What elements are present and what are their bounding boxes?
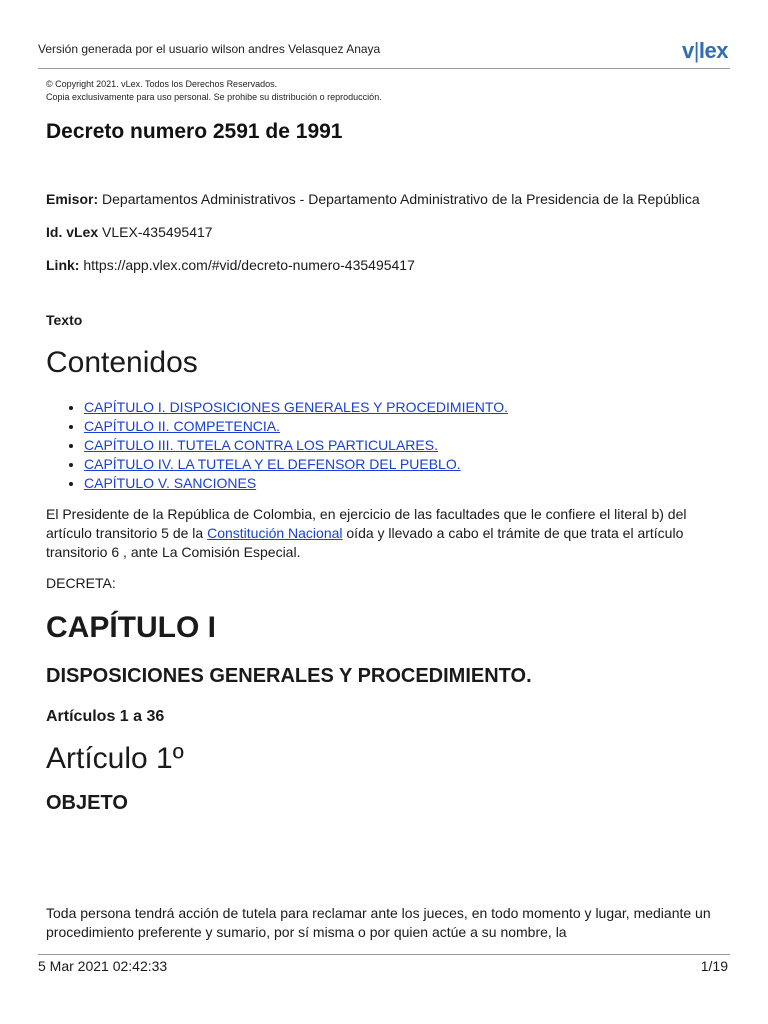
toc-link-capitulo-3[interactable]: CAPÍTULO III. TUTELA CONTRA LOS PARTICULARES. bbox=[84, 437, 438, 453]
id-row bbox=[46, 222, 726, 243]
toc-link-capitulo-4[interactable]: CAPÍTULO IV. LA TUTELA Y EL DEFENSOR DEL PUEBLO. bbox=[84, 456, 461, 472]
preamble-text-1: El Presidente de la República de Colombia, en ejercicio de las facultades que le confiere el literal b) del artículo transitorio 5 de la bbox=[46, 506, 687, 541]
toc-link-capitulo-5[interactable]: CAPÍTULO V. SANCIONES bbox=[84, 475, 257, 491]
emisor-value: Departamentos Administrativos - Departamento Administrativo de la Presidencia de la República bbox=[102, 191, 700, 207]
document-title: Decreto numero 2591 de 1991 bbox=[46, 120, 343, 143]
preamble-text-2: oída y llevado a cabo el trámite de que trata el artículo transitorio 6 , ante La Comisión Especial. bbox=[46, 525, 684, 560]
constitucion-link[interactable]: Constitución Nacional bbox=[207, 525, 343, 541]
link-value: https://app.vlex.com/#vid/decreto-numero-435495417 bbox=[83, 257, 415, 273]
articles-range: Artículos 1 a 36 bbox=[46, 708, 165, 725]
logo-separator: | bbox=[693, 38, 699, 63]
toc-link-capitulo-2[interactable]: CAPÍTULO II. COMPETENCIA. bbox=[84, 418, 281, 434]
vlex-logo bbox=[682, 38, 728, 64]
emisor-row bbox=[46, 189, 726, 210]
emisor-label: Emisor: bbox=[46, 191, 99, 207]
footer-date: 5 Mar 2021 02:42:33 bbox=[38, 958, 168, 974]
article-title: Artículo 1º bbox=[46, 742, 184, 775]
preamble-paragraph bbox=[46, 505, 726, 562]
chapter-subtitle: DISPOSICIONES GENERALES Y PROCEDIMIENTO. bbox=[46, 665, 532, 687]
toc-item bbox=[84, 455, 726, 474]
toc-item bbox=[84, 436, 726, 455]
decreta-text: DECRETA: bbox=[46, 575, 116, 591]
link-row bbox=[46, 255, 726, 276]
contents-heading: Contenidos bbox=[46, 346, 198, 379]
generated-by-note: Versión generada por el usuario wilson andres Velasquez Anaya bbox=[38, 42, 381, 56]
toc-item bbox=[84, 398, 726, 417]
header-divider bbox=[38, 68, 730, 69]
footer-divider bbox=[38, 954, 730, 955]
texto-label: Texto bbox=[46, 312, 83, 328]
article-text-clip bbox=[46, 904, 726, 950]
copyright-line-2: Copia exclusivamente para uso personal. Se prohibe su distribución o reproducción. bbox=[46, 92, 382, 102]
table-of-contents bbox=[46, 398, 726, 493]
article-subtitle: OBJETO bbox=[46, 792, 128, 814]
chapter-title: CAPÍTULO I bbox=[46, 611, 216, 644]
toc-link-capitulo-1[interactable]: CAPÍTULO I. DISPOSICIONES GENERALES Y PROCEDIMIENTO. bbox=[84, 399, 508, 415]
toc-item bbox=[84, 474, 726, 493]
page-number: 1/19 bbox=[700, 958, 728, 974]
toc-item bbox=[84, 417, 726, 436]
article-text: Toda persona tendrá acción de tutela para reclamar ante los jueces, en todo momento y lugar, mediante un procedimiento preferente y sumario, por sí misma o por quien actúe a su nombre, la bbox=[46, 905, 711, 940]
id-value: VLEX-435495417 bbox=[102, 224, 213, 240]
logo-left: v bbox=[681, 38, 694, 63]
copyright-notice bbox=[46, 78, 382, 104]
id-label: Id. vLex bbox=[46, 224, 99, 240]
copyright-line-1: © Copyright 2021. vLex. Todos los Derechos Reservados. bbox=[46, 79, 278, 89]
link-label: Link: bbox=[46, 257, 80, 273]
logo-right: lex bbox=[698, 38, 728, 63]
document-content bbox=[46, 120, 726, 831]
